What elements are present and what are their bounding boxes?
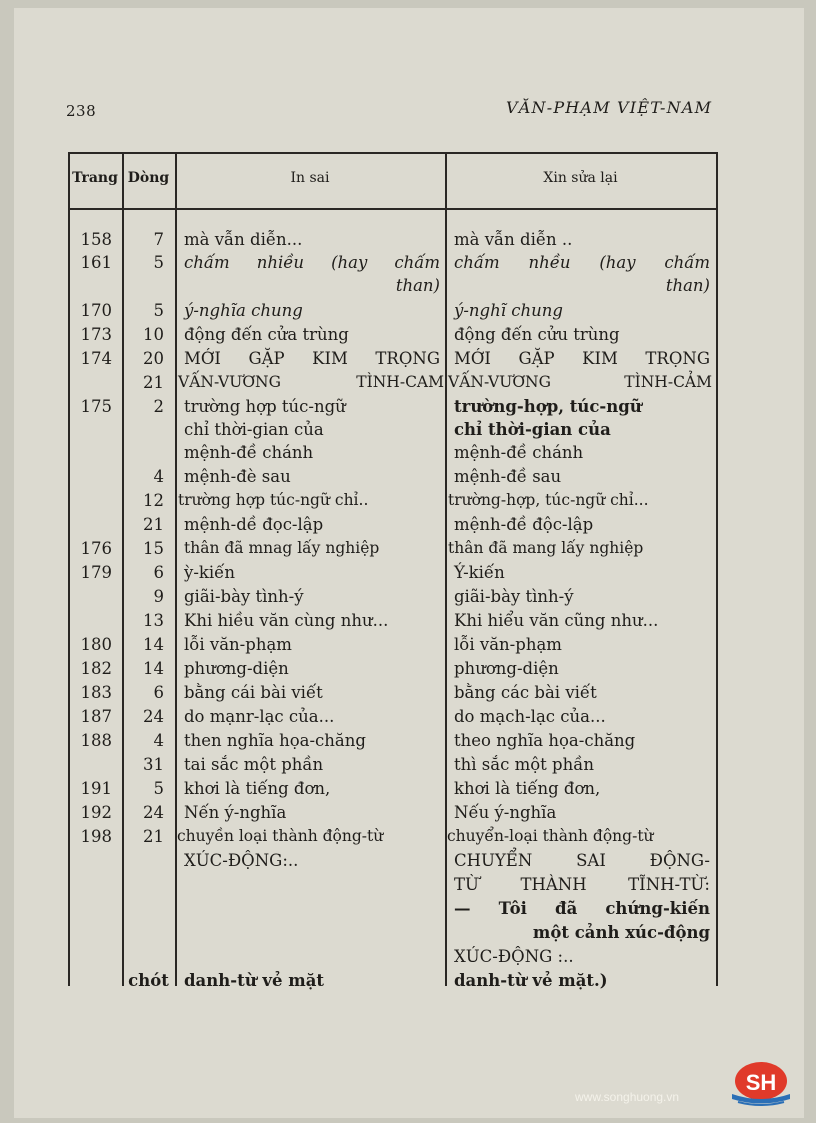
line-ref: 7 [153,230,164,249]
misprint-text: ý-nghĩa chung [184,301,303,320]
correction-text: chỉ thời-gian của [454,420,611,439]
line-ref: 12 [143,491,164,510]
correction-text: CHUYỂN SAI ĐỘNG- [454,851,710,870]
page-number: 238 [66,102,97,120]
correction-text: XÚC-ĐỘNG :.. [454,947,574,966]
page-ref: 174 [80,349,112,368]
line-ref: 14 [143,659,164,678]
line-ref: 31 [143,755,164,774]
page-ref: 173 [80,325,112,344]
correction-text: mệnh-đề chánh [454,443,584,462]
page-ref: 192 [80,803,112,822]
misprint-text: khơi là tiếng đơn, [184,779,331,798]
column-header-dong: Dòng [127,170,170,186]
correction-text: thân đã mang lấy nghiệp [448,539,644,557]
misprint-text: động đến cửa trùng [184,325,349,344]
errata-table [68,152,718,990]
page-ref: 183 [80,683,112,702]
misprint-text: chỉ thời-gian của [184,420,324,439]
misprint-text: giãi-bày tình-ý [184,587,304,606]
misprint-text: mà vẫn diễn... [184,230,303,249]
correction-text: thì sắc một phần [454,755,594,774]
line-ref: 14 [143,635,164,654]
correction-text: bằng các bài viết [454,683,597,702]
misprint-text: mệnh-đè sau [184,467,291,486]
correction-text: ý-nghĩ chung [454,301,563,320]
misprint-text: chấm nhiều (hay chấm [184,253,440,272]
correction-text: mệnh-đề độc-lập [454,515,594,534]
column-header-trang: Trang [72,170,118,186]
line-ref: 21 [143,827,164,846]
page-ref: 191 [80,779,112,798]
correction-text: động đến cửu trùng [454,325,620,344]
line-ref: 24 [143,803,164,822]
correction-text: do mạch-lạc của... [454,707,606,726]
column-header-xin-sua-lai: Xin sửa lại [543,170,618,186]
misprint-text: then nghĩa họa-chăng [184,731,366,750]
page-ref: 161 [80,253,112,272]
line-ref: 6 [153,683,164,702]
line-ref: 21 [143,373,164,392]
logo-lettering: SH [745,1070,777,1095]
watermark-url: www.songhuong.vn [575,1090,680,1104]
page-ref: 170 [80,301,112,320]
running-title: VĂN-PHẠM VIỆT-NAM [506,98,713,117]
misprint-text: trường hợp túc-ngữ [184,397,346,416]
line-ref: 5 [153,301,164,320]
line-ref: 6 [153,563,164,582]
misprint-text: thân đã mnag lấy nghiệp [184,539,380,557]
line-ref: 5 [153,253,164,272]
line-ref: 20 [143,349,164,368]
correction-text: Ý-kiến [454,563,505,582]
misprint-text: do mạnr-lạc của... [184,707,335,726]
misprint-text: than) [395,276,440,295]
page-ref: 187 [80,707,112,726]
correction-text: than) [665,276,710,295]
songhuong-logo [728,1058,794,1108]
misprint-text: XÚC-ĐỘNG:.. [184,851,299,870]
misprint-text: tai sắc một phần [184,755,324,774]
page-ref: 188 [80,731,112,750]
correction-text: MỚI GẶP KIM TRỌNG [454,349,710,368]
misprint-text: mệnh-đề chánh [184,443,314,462]
correction-text: lỗi văn-phạm [454,635,562,654]
correction-text: Nếu ý-nghĩa [454,803,557,822]
correction-text: theo nghĩa họa-chăng [454,731,636,750]
misprint-text: mệnh-dề đọc-lập [184,515,324,534]
correction-text: danh-từ vẻ mặt.) [454,971,608,990]
line-ref: 4 [153,467,164,486]
correction-text: khơi là tiếng đơn, [454,779,601,798]
misprint-text: Nến ý-nghĩa [184,803,287,822]
correction-text: VẤN-VƯƠNG TÌNH-CẢM [448,373,712,391]
header-divider [68,208,716,210]
misprint-text: VẤN-VƯƠNG TÌNH-CAM [178,373,444,391]
page-ref: 180 [80,635,112,654]
page-ref: 176 [80,539,112,558]
misprint-text: ỳ-kiến [184,563,235,582]
line-ref: chót [128,971,169,990]
page-ref: 158 [80,230,112,249]
misprint-text: danh-từ vẻ mặt [184,971,325,990]
line-ref: 10 [143,325,164,344]
correction-text: mà vẫn diễn .. [454,230,573,249]
page-ref: 179 [80,563,112,582]
misprint-text: phương-diện [184,659,289,678]
correction-text: một cảnh xúc-động [532,923,710,942]
misprint-text: trường hợp túc-ngữ chỉ.. [178,491,369,509]
line-ref: 9 [153,587,164,606]
column-divider [445,154,447,986]
correction-text: chấm nhều (hay chấm [454,253,710,272]
column-header-in-sai: In sai [290,170,330,186]
page-ref: 198 [80,827,112,846]
page-ref: 175 [80,397,112,416]
column-divider [175,154,177,986]
line-ref: 15 [143,539,164,558]
page-ref: 182 [80,659,112,678]
correction-text: trường-hợp, túc-ngữ chỉ... [448,491,649,509]
misprint-text: Khi hiều văn cùng như... [184,611,389,630]
line-ref: 21 [143,515,164,534]
correction-text: Khi hiểu văn cũng như... [454,611,659,630]
correction-text: mệnh-đề sau [454,467,562,486]
line-ref: 24 [143,707,164,726]
misprint-text: lỗi văn-phạm [184,635,292,654]
correction-text: phương-diện [454,659,559,678]
misprint-text: MỚI GẶP KIM TRỌNG [184,349,440,368]
misprint-text: bằng cái bài viết [184,683,323,702]
line-ref: 2 [153,397,164,416]
correction-text: trường-hợp, túc-ngữ [454,397,642,416]
correction-text: — Tôi đã chứng-kiến [454,899,710,918]
correction-text: TỪ THÀNH TĨNH-TỪ: [454,875,710,894]
line-ref: 5 [153,779,164,798]
correction-text: chuyển-loại thành động-từ [447,827,654,845]
line-ref: 4 [153,731,164,750]
misprint-text: chuyền loại thành động-từ [177,827,384,845]
correction-text: giãi-bày tình-ý [454,587,574,606]
line-ref: 13 [143,611,164,630]
